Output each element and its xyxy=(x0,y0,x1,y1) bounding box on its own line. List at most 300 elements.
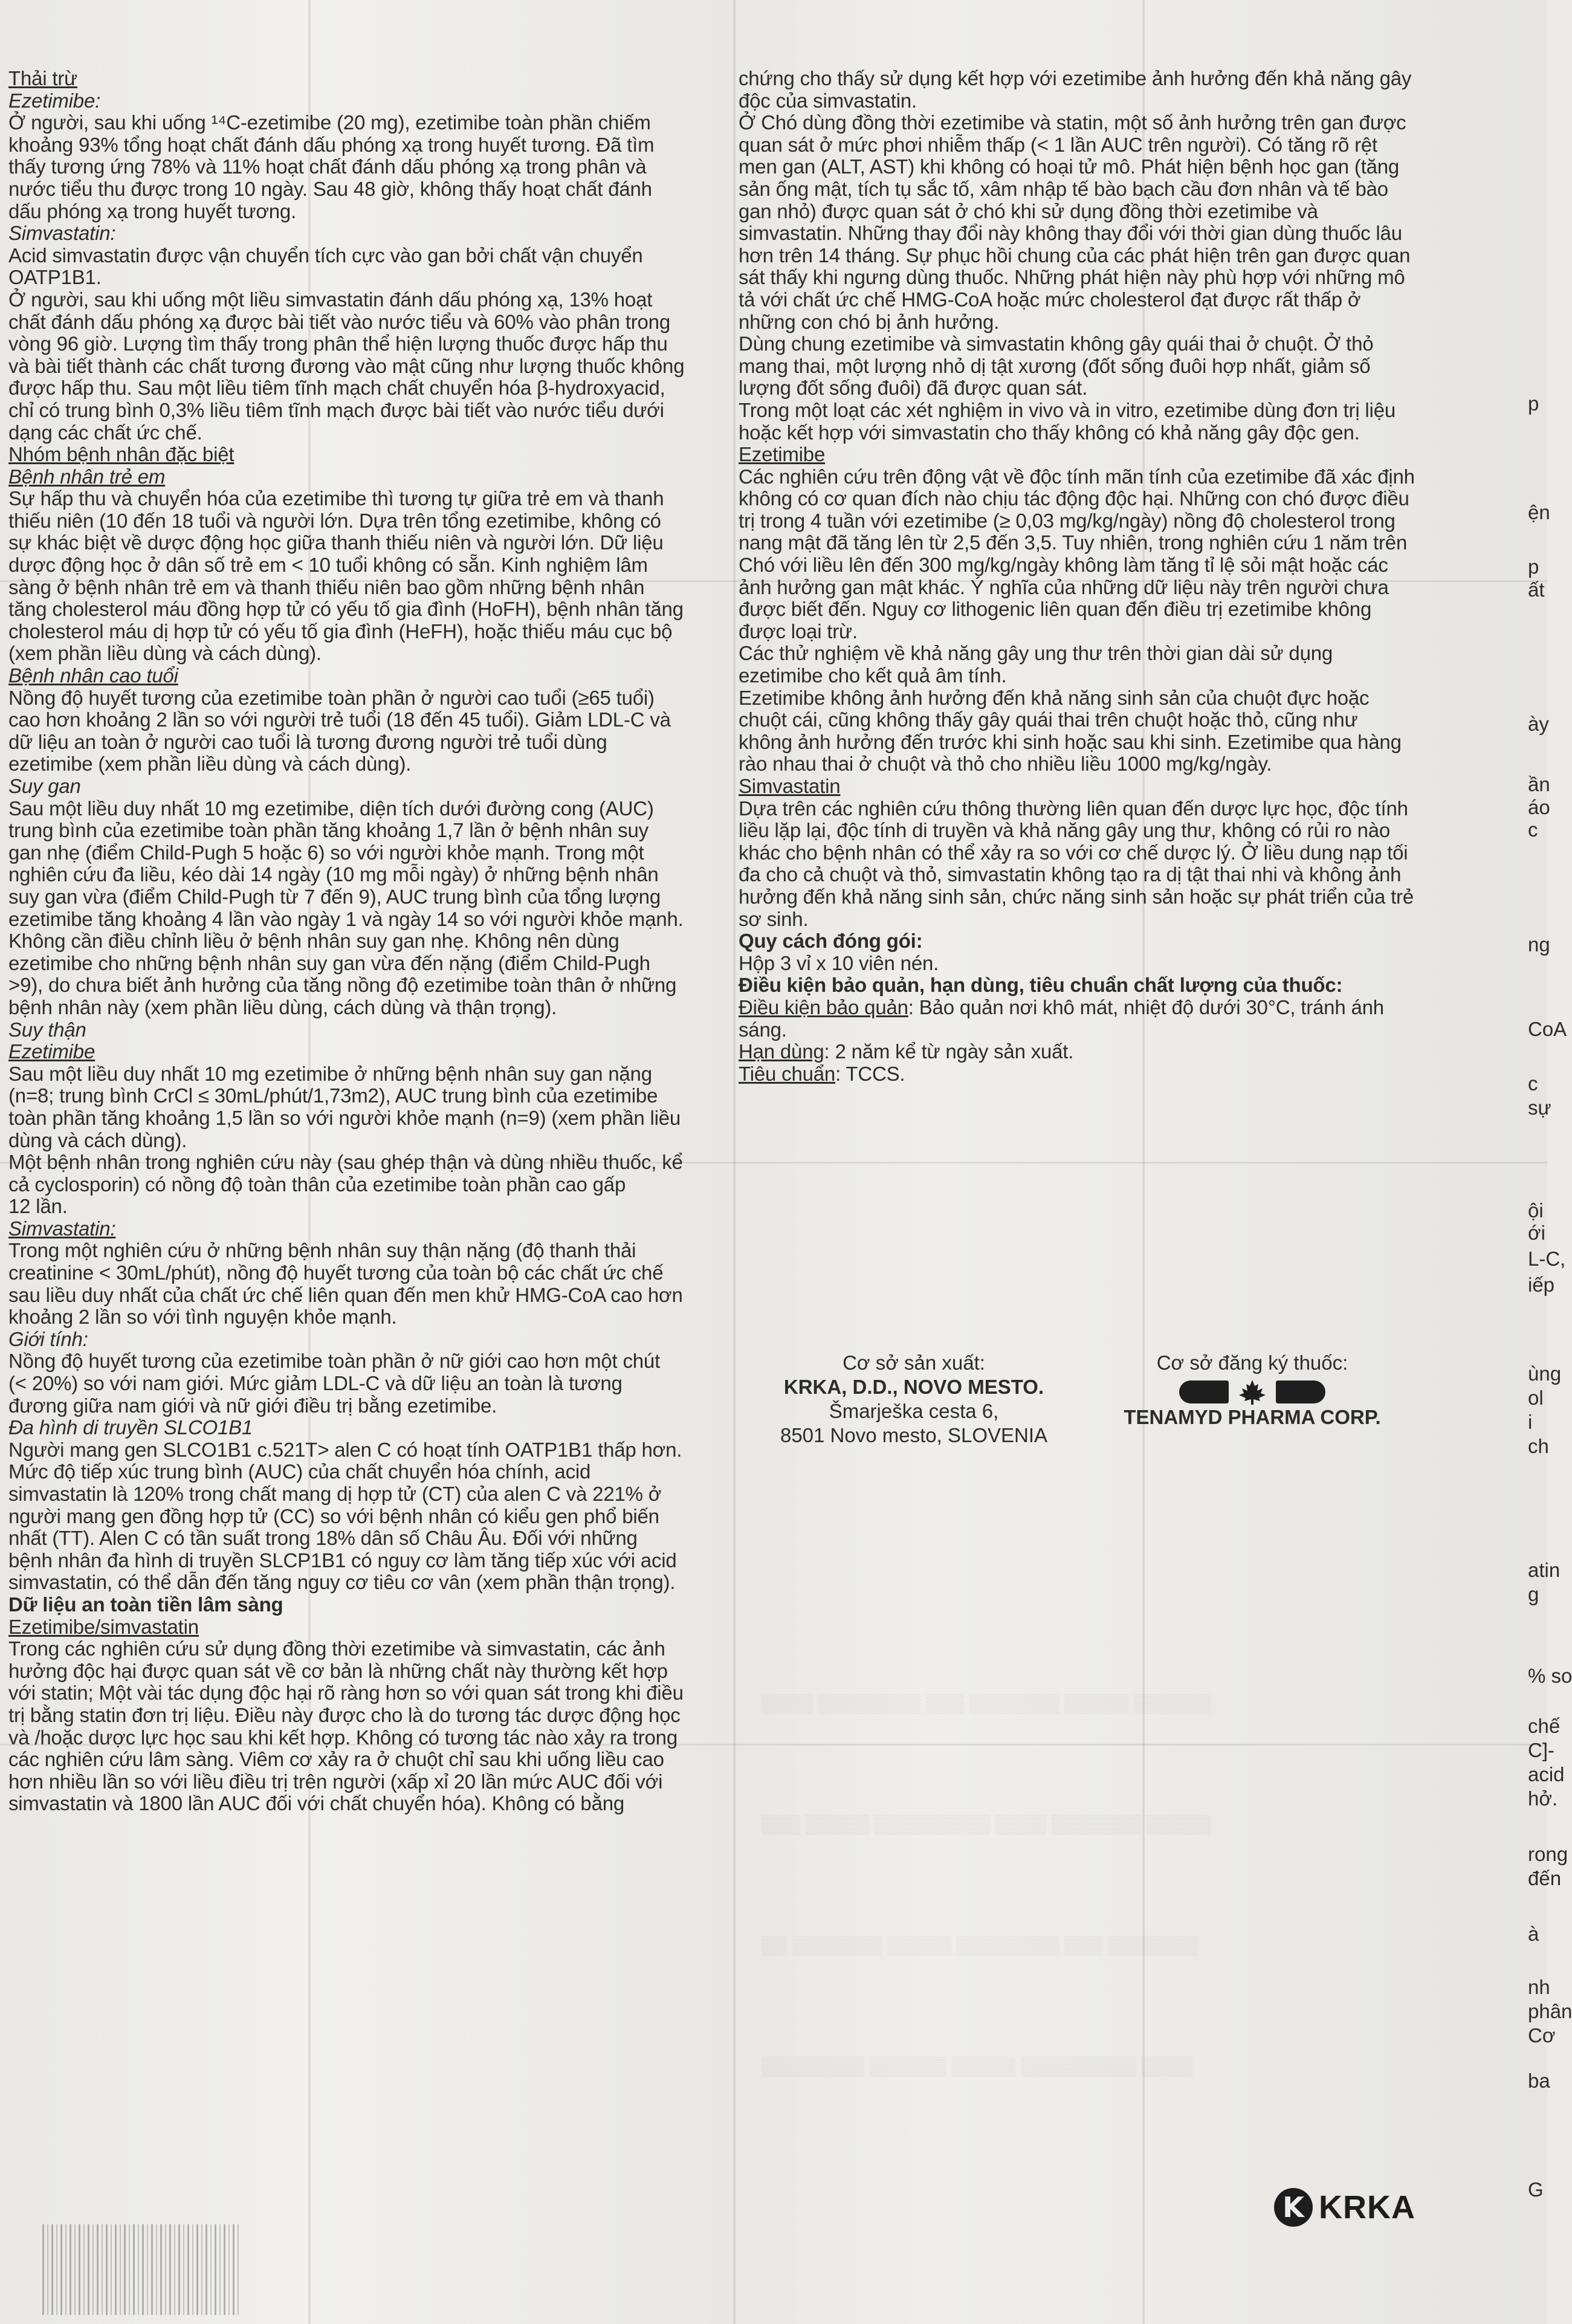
text-content: Ở người, sau khi uống ¹⁴C-ezetimibe (20 mg), ezetimibe toàn phần chiếm xyxy=(8,111,651,134)
text-content: thiếu niên (10 đến 18 tuổi và người lớn. Dựa trên tổng ezetimibe, không có xyxy=(8,509,661,532)
text-line xyxy=(8,1107,728,1130)
text-line xyxy=(8,1218,728,1240)
text-line xyxy=(739,665,1452,687)
text-line xyxy=(8,510,728,532)
text-line xyxy=(739,731,1452,754)
text-content: simvastatin và 1800 lần AUC đối với chất chuyển hóa). Không có bằng xyxy=(8,1792,625,1815)
text-content: sàng ở bệnh nhân trẻ em và thanh thiếu niên bao gồm những bệnh nhân xyxy=(8,575,645,598)
text-line xyxy=(739,201,1452,223)
text-line xyxy=(8,1461,728,1483)
text-line xyxy=(739,311,1452,334)
text-content: Điều kiện bảo quản, hạn dùng, tiêu chuẩn chất lượng của thuốc: xyxy=(739,974,1343,997)
text-content: OATP1B1. xyxy=(8,266,102,289)
text-content: suy gan vừa (điểm Child-Pugh từ 7 đến 9), AUC trung bình của tổng lượng xyxy=(8,885,661,908)
text-content: (n=8; trung bình CrCl ≤ 30mL/phút/1,73m2), AUC trung bình của ezetimibe xyxy=(8,1084,658,1107)
edge-fragment: C]- xyxy=(1528,1739,1554,1761)
text-line xyxy=(739,864,1452,886)
text-content: Dữ liệu an toàn tiền lâm sàng xyxy=(8,1593,283,1616)
text-line xyxy=(8,1793,728,1815)
edge-fragment: c xyxy=(1528,1072,1538,1095)
text-content: rào nhau thai ở chuột và thỏ cho nhiều liều 1000 mg/kg/ngày. xyxy=(739,753,1272,775)
field-label: Hạn dùng xyxy=(739,1040,824,1063)
text-content: sơ sinh. xyxy=(739,907,809,930)
text-line xyxy=(739,709,1452,731)
pharmacode-bars xyxy=(42,2224,242,2315)
text-content: nang mật đã tăng lên từ 2,5 đến 3,5. Tuy nhiên, trong nghiên cứu 1 năm trên xyxy=(739,531,1408,554)
text-content: Ezetimibe: xyxy=(8,89,101,112)
text-line xyxy=(8,953,728,975)
text-line xyxy=(8,1262,728,1284)
text-content: Một bệnh nhân trong nghiên cứu này (sau ghép thận và dùng nhiều thuốc, kể xyxy=(8,1151,683,1174)
text-line xyxy=(8,775,728,798)
text-content: nhất (TT). Alen C có tần suất trong 18% dân số Châu Âu. Đối với những xyxy=(8,1527,638,1550)
manufacturer-label: Cơ sở sản xuất: xyxy=(843,1351,985,1374)
text-content: Nhóm bệnh nhân đặc biệt xyxy=(8,443,235,466)
text-content: Thải trừ xyxy=(8,67,78,89)
tenamyd-logo xyxy=(1077,1379,1428,1405)
text-line xyxy=(8,554,728,577)
text-line xyxy=(8,377,728,400)
text-content: >9), do chưa biết ảnh hưởng của tăng nồng độ ezetimibe toàn thân ở những xyxy=(8,974,677,997)
text-content: Ezetimibe không ảnh hưởng đến khả năng sinh sản của chuột đực hoặc xyxy=(739,686,1370,709)
text-line xyxy=(8,820,728,842)
text-content: hơn trên 14 tháng. Sự phục hồi chung của các phát hiện trên gan được quan xyxy=(739,244,1411,267)
text-line xyxy=(739,886,1452,908)
text-content: Chó với liều lên đến 300 mg/kg/ngày không làm tăng tỉ lệ sỏi mật hoặc các xyxy=(739,554,1388,577)
text-line xyxy=(8,1063,728,1086)
text-content: được hấp thu. Sau một liều tiêm tĩnh mạch chất chuyển hóa β-hydroxyacid, xyxy=(8,377,665,400)
text-line xyxy=(8,709,728,731)
edge-fragment: ba xyxy=(1528,2070,1550,2092)
text-line xyxy=(8,400,728,422)
text-line xyxy=(739,245,1452,267)
text-line xyxy=(8,687,728,710)
text-content: dạng các chất ức chế. xyxy=(8,421,202,444)
text-content: Quy cách đóng gói: xyxy=(739,930,923,953)
edge-fragment: rong xyxy=(1528,1843,1568,1865)
text-content: ảnh hưởng gan mật khác. Ý nghĩa của những dữ liệu này trên người chưa xyxy=(739,575,1389,598)
text-line xyxy=(739,532,1452,554)
text-content: Simvastatin: xyxy=(8,222,116,245)
text-line xyxy=(8,333,728,355)
text-content: bệnh nhân đa hình di truyền SLCP1B1 có nguy cơ làm tăng tiếp xúc với acid xyxy=(8,1549,677,1571)
text-line xyxy=(8,1550,728,1572)
text-line xyxy=(8,1616,728,1639)
edge-fragment: ất xyxy=(1528,578,1545,601)
text-content: gan nhỏ) được quan sát ở chó khi sử dụng đồng thời ezetimibe và xyxy=(739,199,1318,222)
text-line xyxy=(739,1019,1452,1041)
text-content: sự khác biệt về dược động học giữa thanh thiếu niên và người lớn. Dữ liệu xyxy=(8,531,664,554)
edge-fragment: p xyxy=(1528,392,1539,415)
text-content: men gan (ALT, AST) khi không có hoại tử mô. Phát hiện bệnh học gan (tăng xyxy=(739,155,1400,178)
text-line xyxy=(739,974,1452,997)
show-through-text: ▒▒▒▒▒ ▒▒▒▒▒▒▒ ▒▒▒▒ ▒▒▒▒▒▒▒▒▒ ▒▒▒▒▒ ▒▒▒ xyxy=(762,1814,1211,1834)
text-line xyxy=(8,1284,728,1307)
text-line xyxy=(8,1704,728,1727)
text-line xyxy=(739,134,1452,157)
show-through-text: ▒▒▒▒ ▒▒▒▒▒▒▒▒▒ ▒▒▒▒▒ ▒▒▒▒▒▒ ▒▒▒▒▒▒▒▒ xyxy=(762,2056,1193,2076)
text-line xyxy=(8,1041,728,1063)
text-line xyxy=(8,156,728,178)
left-text-column xyxy=(8,68,728,1815)
text-content: : Bảo quản nơi khô mát, nhiệt độ dưới 30°C, tránh ánh xyxy=(908,995,1384,1018)
text-line xyxy=(8,444,728,466)
text-line xyxy=(8,532,728,554)
manufacturer-city: 8501 Novo mesto, SLOVENIA xyxy=(780,1424,1048,1446)
text-content: nước tiểu thu được trong 10 ngày. Sau 48 giờ, không thấy hoạt chất đánh xyxy=(8,177,652,200)
text-line xyxy=(739,422,1452,444)
text-content: Ezetimibe/simvastatin xyxy=(8,1615,199,1638)
text-line xyxy=(8,1019,728,1041)
text-content: cao hơn khoảng 2 lần so với người trẻ tuổi (18 đến 45 tuổi). Giảm LDL-C và xyxy=(8,708,671,731)
text-content: toàn phần tăng khoảng 1,5 lần so với người khỏe mạnh (n=9) (xem phần liều xyxy=(8,1106,681,1129)
text-content: dùng và cách dùng). xyxy=(8,1128,187,1151)
text-line xyxy=(8,222,728,245)
text-line xyxy=(8,577,728,599)
edge-fragment: áo xyxy=(1528,796,1550,818)
text-content: và bài tiết thành các chất tương đương vào mật cũng như lượng thuốc không xyxy=(8,354,685,377)
text-content: các nghiên cứu lâm sàng. Viêm cơ xảy ra ở chuột chỉ sau khi uống liều cao xyxy=(8,1748,664,1771)
text-content: (< 20%) so với nam giới. Mức giảm LDL-C và dữ liệu an toàn là tương xyxy=(8,1372,623,1395)
field-label: Điều kiện bảo quản xyxy=(739,995,908,1018)
text-content: trị bằng statin đơn trị liệu. Điều này được cho là do tương tác dược động học xyxy=(8,1703,681,1726)
text-line xyxy=(8,1196,728,1218)
text-line xyxy=(739,908,1452,931)
text-content: simvastatin là 120% trong chất mang dị hợp tử (CT) của alen C và 221% ở xyxy=(8,1483,662,1505)
text-line xyxy=(739,156,1452,178)
edge-fragment: acid xyxy=(1528,1763,1565,1785)
edge-fragment: phân xyxy=(1528,2000,1572,2022)
text-line xyxy=(8,1638,728,1660)
text-content: chứng cho thấy sử dụng kết hợp với ezetimibe ảnh hưởng đến khả năng gây xyxy=(739,67,1412,89)
edge-fragment: c xyxy=(1528,818,1538,841)
edge-fragment: ch xyxy=(1528,1435,1549,1457)
edge-fragment: à xyxy=(1528,1923,1539,1945)
manufacturer-name: KRKA, D.D., NOVO MESTO. xyxy=(783,1376,1044,1398)
manufacturer-block xyxy=(739,1351,1464,1484)
text-line xyxy=(8,1306,728,1329)
text-line xyxy=(8,997,728,1019)
edge-fragment: Cơ xyxy=(1528,2024,1556,2047)
text-line xyxy=(8,864,728,886)
text-content: Dùng chung ezetimibe và simvastatin không gây quái thai ở chuột. Ở thỏ xyxy=(739,332,1374,355)
text-line xyxy=(8,178,728,201)
text-line xyxy=(8,1350,728,1373)
text-content: cholesterol máu dị hợp tử có yếu tố gia đình (HeFH), hoặc thiếu máu cục bộ xyxy=(8,620,673,642)
text-content: Trong một loạt các xét nghiệm in vivo và in vitro, ezetimibe dùng đơn trị liệu xyxy=(739,398,1396,421)
text-line xyxy=(8,1151,728,1174)
text-content: tăng cholesterol máu đồng hợp tử có yếu tố gia đình (HoFH), bệnh nhân tăng xyxy=(8,598,684,621)
text-content: nghiên cứu đa liều, kéo dài 14 ngày (10 mg mỗi ngày) ở những bệnh nhân xyxy=(8,863,659,886)
text-line xyxy=(739,510,1452,532)
text-line xyxy=(739,621,1452,643)
text-line xyxy=(8,1130,728,1152)
edge-fragment: ng xyxy=(1528,933,1550,956)
text-line xyxy=(739,289,1452,311)
krka-logo-mark: K xyxy=(1274,2188,1313,2227)
text-line xyxy=(739,466,1452,488)
text-line xyxy=(8,842,728,864)
text-content: : TCCS. xyxy=(835,1062,905,1085)
text-line xyxy=(8,1395,728,1417)
text-content: sau liều duy nhất của chất ức chế liên quan đến men khử HMG-CoA cao hơn xyxy=(8,1283,683,1306)
text-content: Các nghiên cứu trên động vật về độc tính mãn tính của ezetimibe đã xác định xyxy=(739,465,1415,488)
text-content: mang thai, một lượng nhỏ dị tật xương (đốt sống đuôi hợp nhất, giảm số xyxy=(739,354,1371,377)
text-content: khoảng 93% tổng hoạt chất đánh dấu phóng xạ trong huyết tương. Đã tìm xyxy=(8,133,655,156)
text-line xyxy=(8,1506,728,1528)
edge-fragment: hở. xyxy=(1528,1787,1558,1810)
text-content: quan sát ở mức phơi nhiễm thấp (< 1 lần AUC trên người). Có tăng rõ rệt xyxy=(739,133,1377,156)
text-line xyxy=(8,422,728,444)
text-line xyxy=(8,1085,728,1107)
text-content: : 2 năm kể từ ngày sản xuất. xyxy=(824,1040,1074,1063)
text-content: chất đánh dấu phóng xạ được bài tiết vào nước tiểu và 60% vào phân trong xyxy=(8,310,670,333)
edge-fragment: atin xyxy=(1528,1559,1561,1581)
text-content: simvastatin, có thể dẫn đến tăng nguy cơ tiêu cơ vân (xem phần thận trọng). xyxy=(8,1571,676,1594)
text-content: Simvastatin xyxy=(739,775,841,797)
text-line xyxy=(739,1063,1452,1086)
edge-fragment: nh xyxy=(1528,1976,1550,1998)
text-content: Suy gan xyxy=(8,775,81,797)
text-content: ezetimibe (xem phần liều dùng và cách dùng). xyxy=(8,753,412,775)
maple-leaf-icon xyxy=(1237,1379,1267,1405)
edge-fragment: iếp xyxy=(1528,1274,1555,1296)
text-line xyxy=(739,598,1452,621)
text-line xyxy=(8,1417,728,1439)
text-content: thấy tương ứng 78% và 11% hoạt chất đánh dấu phóng xạ trong phân và xyxy=(8,155,647,178)
text-content: Suy thận xyxy=(8,1018,86,1041)
text-line xyxy=(8,1373,728,1395)
text-line xyxy=(739,68,1452,90)
text-content: người mang gen đồng hợp tử (CC) so với bệnh nhân có kiểu gen phổ biến xyxy=(8,1504,659,1527)
text-line xyxy=(8,798,728,820)
text-content: Nồng độ huyết tương của ezetimibe toàn phần ở người cao tuổi (≥65 tuổi) xyxy=(8,686,655,709)
text-content: hoặc kết hợp với simvastatin cho thấy không có khả năng gây độc gen. xyxy=(739,421,1360,444)
text-content: trị trong 4 tuần với ezetimibe (≥ 0,03 mg/kg/ngày) nồng độ cholesterol trong xyxy=(739,509,1396,532)
text-content: ezetimibe cho kết quả âm tính. xyxy=(739,664,1007,687)
text-content: Nồng độ huyết tương của ezetimibe toàn phần ở nữ giới cao hơn một chút xyxy=(8,1350,661,1373)
manufacturer-info xyxy=(757,1351,1071,1448)
text-line xyxy=(8,1571,728,1594)
edge-fragment: ện xyxy=(1528,501,1550,523)
text-content: dữ liệu an toàn ở người cao tuổi là tương đương người trẻ tuổi dùng xyxy=(8,730,607,753)
text-line xyxy=(8,1727,728,1749)
text-content: vòng 96 giờ. Lượng tìm thấy trong phân thể hiện lượng thuốc được hấp thu xyxy=(8,332,668,355)
text-line xyxy=(8,134,728,157)
edge-fragment: đến xyxy=(1528,1867,1562,1889)
text-content: Ở người, sau khi uống một liều simvastatin đánh dấu phóng xạ, 13% hoạt xyxy=(8,288,653,311)
text-content: Trong một nghiên cứu ở những bệnh nhân suy thận nặng (độ thanh thải xyxy=(8,1239,636,1262)
registrant-name: TENAMYD PHARMA CORP. xyxy=(1124,1406,1381,1428)
text-content: Sau một liều duy nhất 10 mg ezetimibe ở những bệnh nhân suy gan nặng xyxy=(8,1062,652,1085)
edge-fragment: g xyxy=(1528,1583,1539,1605)
text-content: Hộp 3 vỉ x 10 viên nén. xyxy=(739,951,939,974)
text-content: sản ống mật, tích tụ sắc tố, xâm nhập tế bào bạch cầu đơn nhân và tế bào xyxy=(739,177,1388,200)
text-content: Dựa trên các nghiên cứu thông thường liên quan đến dược lực học, độc tính xyxy=(739,797,1408,820)
text-content: Bệnh nhân trẻ em xyxy=(8,465,166,488)
text-line xyxy=(8,753,728,775)
edge-fragment: ới xyxy=(1528,1222,1545,1244)
krka-logo xyxy=(1274,2188,1415,2227)
text-line xyxy=(8,311,728,334)
text-line xyxy=(8,1682,728,1704)
text-line xyxy=(8,1594,728,1616)
text-content: Ở Chó dùng đồng thời ezetimibe và statin, một số ảnh hưởng trên gan được xyxy=(739,111,1406,134)
text-line xyxy=(739,222,1452,245)
edge-fragment: ùng xyxy=(1528,1362,1562,1385)
text-line xyxy=(739,642,1452,665)
text-line xyxy=(739,488,1452,510)
text-content: không có cơ quan đích nào chịu tác động độc hại. Những con chó được điều xyxy=(739,487,1409,510)
text-line xyxy=(8,289,728,311)
text-line xyxy=(739,178,1452,201)
text-content: khoảng 2 lần so với tình nguyện khỏe mạnh. xyxy=(8,1306,397,1329)
text-line xyxy=(739,842,1452,864)
text-line xyxy=(8,355,728,378)
text-content: ezetimibe cho những bệnh nhân suy gan vừa đến nặng (điểm Child-Pugh xyxy=(8,951,650,974)
text-content: 12 lần. xyxy=(8,1195,68,1218)
text-content: khác cho bệnh nhân có thể xảy ra so với cơ chế dược lý. Ở liều dung nạp tối xyxy=(739,841,1408,864)
krka-logo-word: KRKA xyxy=(1319,2189,1415,2225)
text-line xyxy=(739,333,1452,355)
text-content: Mức độ tiếp xúc trung bình (AUC) của chất chuyển hóa chính, acid xyxy=(8,1460,591,1483)
text-line xyxy=(739,997,1452,1019)
text-line xyxy=(8,1483,728,1506)
registrant-info xyxy=(1077,1351,1428,1429)
text-line xyxy=(8,621,728,643)
text-content: cả cyclosporin) có nồng độ toàn thân của ezetimibe toàn phần cao gấp xyxy=(8,1173,626,1196)
text-line xyxy=(8,1771,728,1793)
text-line xyxy=(739,554,1452,577)
show-through-text: ▒▒▒▒▒▒▒ ▒▒▒ ▒▒▒▒▒▒▒▒ ▒▒▒▒▒ ▒▒▒▒▒▒▒ ▒▒ xyxy=(762,1935,1198,1955)
text-line xyxy=(8,488,728,510)
edge-fragment: i xyxy=(1528,1411,1533,1433)
text-content: lượng đốt sống đuôi) đã được quan sát. xyxy=(739,377,1088,400)
text-content: sát thấy khi ngưng dùng thuốc. Những phát hiện này phù hợp với những mô xyxy=(739,266,1405,289)
text-line xyxy=(8,112,728,134)
text-content: với statin; Một vài tác dụng độc hại rõ ràng hơn so với quan sát trong khi điều xyxy=(8,1682,684,1704)
text-content: (xem phần liều dùng và cách dùng). xyxy=(8,642,322,665)
edge-fragment: CoA xyxy=(1528,1018,1567,1040)
text-line xyxy=(8,1439,728,1461)
text-line xyxy=(8,1749,728,1771)
text-line xyxy=(8,90,728,112)
text-content: trung bình của ezetimibe toàn phần tăng khoảng 1,7 lần ở bệnh nhân suy xyxy=(8,819,649,842)
text-content: những con chó bị ảnh hưởng. xyxy=(739,310,1000,333)
text-content: ezetimibe tăng khoảng 4 lần vào ngày 1 và ngày 14 so với người khỏe mạnh. xyxy=(8,907,684,930)
edge-fragment: ần xyxy=(1528,773,1550,795)
text-line xyxy=(739,267,1452,289)
right-text-column xyxy=(739,68,1452,1085)
text-content: hưởng đến khả năng sinh sản, chức năng sinh sản hoặc sự phát triển của trẻ xyxy=(739,885,1414,908)
text-content: creatinine < 30mL/phút), nồng độ huyết tương của toàn bộ các chất ức chế xyxy=(8,1261,664,1284)
text-line xyxy=(739,798,1452,820)
text-content: simvastatin. Những thay đổi này không thay đổi với thời gian dùng thuốc lâu xyxy=(739,222,1402,245)
edge-fragment: G xyxy=(1528,2178,1544,2201)
field-label: Tiêu chuẩn xyxy=(739,1062,836,1085)
text-content: hưởng độc hại được quan sát về cơ bản là những chất này thường kết hợp xyxy=(8,1659,668,1682)
text-content: và /hoặc dược lực học sau khi kết hợp. Không có tương tác nào xảy ra trong xyxy=(8,1726,678,1749)
text-line xyxy=(739,377,1452,400)
text-line xyxy=(739,355,1452,378)
adjacent-panel-edge-text xyxy=(1528,0,1572,2324)
text-line xyxy=(8,930,728,953)
edge-fragment: sự xyxy=(1528,1096,1551,1119)
text-content: không ảnh hưởng đến trước khi sinh hoặc sau khi sinh. Ezetimibe qua hàng xyxy=(739,730,1402,753)
text-line xyxy=(8,731,728,754)
text-content: dược động học ở dân số trẻ em < 10 tuổi không có sẵn. Kinh nghiệm lâm xyxy=(8,554,648,577)
text-line xyxy=(739,775,1452,798)
text-line xyxy=(8,267,728,289)
text-line xyxy=(8,1174,728,1196)
text-line xyxy=(8,1329,728,1351)
text-line xyxy=(739,687,1452,710)
text-content: Simvastatin: xyxy=(8,1217,116,1240)
logo-pill-left xyxy=(1179,1380,1229,1403)
logo-pill-right xyxy=(1276,1380,1325,1403)
text-line xyxy=(739,1041,1452,1063)
text-line xyxy=(8,598,728,621)
text-content: Giới tính: xyxy=(8,1327,88,1350)
text-content: bệnh nhân này (xem phần liều dùng, cách dùng và thận trọng). xyxy=(8,995,557,1018)
text-line xyxy=(739,400,1452,422)
edge-fragment: ội xyxy=(1528,1199,1544,1222)
text-line xyxy=(739,820,1452,842)
edge-fragment: ol xyxy=(1528,1387,1544,1409)
text-line xyxy=(8,201,728,223)
text-content: gan nhẹ (điểm Child-Pugh 5 hoặc 6) so với người khỏe mạnh. Trong một xyxy=(8,841,644,864)
text-line xyxy=(8,466,728,488)
text-content: Sau một liều duy nhất 10 mg ezetimibe, diện tích dưới đường cong (AUC) xyxy=(8,797,654,820)
text-line xyxy=(739,444,1452,466)
text-content: độc của simvastatin. xyxy=(739,89,917,112)
text-content: Trong các nghiên cứu sử dụng đồng thời ezetimibe và simvastatin, các ảnh xyxy=(8,1637,665,1660)
text-line xyxy=(739,753,1452,775)
text-line xyxy=(8,1527,728,1550)
text-content: dấu phóng xạ trong huyết tương. xyxy=(8,199,297,222)
text-content: liều lặp lại, độc tính di truyền và khả năng gây ung thư, không có rủi ro nào xyxy=(739,819,1391,842)
text-content: đa cho cả chuột và thỏ, simvastatin không tạo ra dị tật thai nhi và không ảnh xyxy=(739,863,1402,886)
text-content: chỉ có trung bình 0,3% liều tiêm tĩnh mạch được bài tiết vào nước tiểu dưới xyxy=(8,398,664,421)
text-content: Ezetimibe xyxy=(739,443,826,466)
edge-fragment: chế xyxy=(1528,1715,1561,1737)
text-content: chuột cái, cũng không thấy gây quái thai trên chuột hoặc thỏ, cũng như xyxy=(739,708,1358,731)
text-content: đương giữa nam giới và nữ giới điều trị bằng ezetimibe. xyxy=(8,1394,497,1417)
registrant-label: Cơ sở đăng ký thuốc: xyxy=(1156,1351,1348,1374)
text-line xyxy=(8,665,728,687)
text-content: Các thử nghiệm về khả năng gây ung thư trên thời gian dài sử dụng xyxy=(739,642,1333,665)
edge-fragment: ày xyxy=(1528,713,1549,735)
text-content: tả với chất ức chế HMG-CoA hoặc mức cholesterol đạt được rất thấp ở xyxy=(739,288,1361,311)
text-line xyxy=(8,1240,728,1262)
text-line xyxy=(8,245,728,267)
manufacturer-street: Šmarješka cesta 6, xyxy=(829,1400,999,1422)
text-line xyxy=(739,90,1452,112)
text-content: được biết đến. Nguy cơ lithogenic liên quan đến điều trị ezetimibe không xyxy=(739,598,1372,621)
text-content: Không cần điều chỉnh liều ở bệnh nhân suy gan nhẹ. Không nên dùng xyxy=(8,930,619,953)
edge-fragment: % so xyxy=(1528,1665,1572,1687)
text-line xyxy=(739,577,1452,599)
text-line xyxy=(8,642,728,665)
text-content: Đa hình di truyền SLCO1B1 xyxy=(8,1416,253,1439)
text-content: Người mang gen SLCO1B1 c.521T> alen C có hoạt tính OATP1B1 thấp hơn. xyxy=(8,1438,682,1461)
text-content: Acid simvastatin được vận chuyển tích cực vào gan bởi chất vận chuyển xyxy=(8,244,643,267)
text-content: Ezetimibe xyxy=(8,1040,95,1063)
text-content: Sự hấp thu và chuyển hóa của ezetimibe thì tương tự giữa trẻ em và thanh xyxy=(8,487,664,510)
text-line xyxy=(8,68,728,90)
text-content: sáng. xyxy=(739,1018,787,1041)
text-line xyxy=(739,112,1452,134)
